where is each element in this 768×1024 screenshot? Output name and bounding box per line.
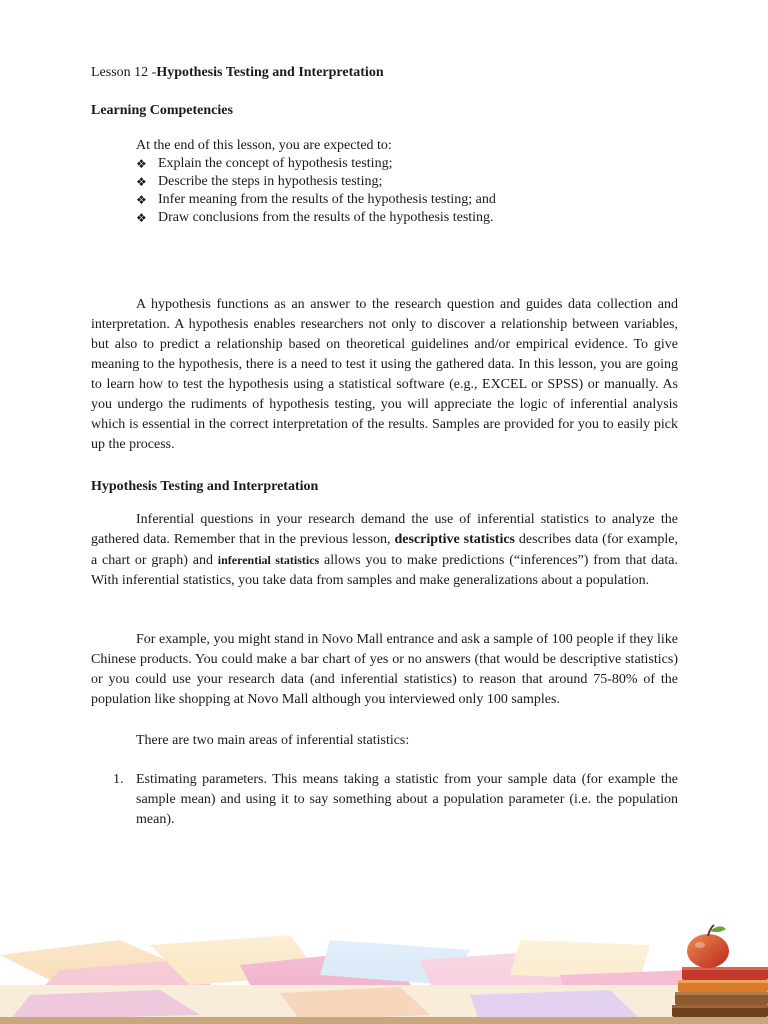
competencies-list: [136, 155, 496, 227]
list-item: [91, 770, 678, 830]
competencies-heading: Learning Competencies: [91, 103, 233, 118]
diamond-bullet-icon: ❖: [136, 175, 147, 189]
lesson-name: Hypothesis Testing and Interpretation: [156, 65, 384, 80]
paragraph-text: allows you to make predictions (“inferences”) from that data. With inferential statistics, you take data from samples and make generalizations about a population.: [91, 553, 678, 588]
list-item-text: Infer meaning from the results of the hypothesis testing; and: [158, 192, 496, 207]
list-item: [136, 209, 496, 227]
paragraph-text: Inferential questions in your research demand the use of inferential statistics to analyze the gathered data. Remember that in the previous lesson,: [91, 512, 678, 547]
list-item: [136, 155, 496, 173]
books-stack-icon: [672, 967, 768, 1017]
list-item-text: Describe the steps in hypothesis testing;: [158, 174, 383, 189]
paragraph-text: describes data (for example, a chart or graph) and: [91, 532, 678, 568]
numbered-list: [91, 770, 678, 830]
areas-intro-paragraph: There are two main areas of inferential statistics:: [136, 733, 410, 748]
diamond-bullet-icon: ❖: [136, 193, 147, 207]
diamond-bullet-icon: ❖: [136, 211, 147, 225]
decorative-footer-banner: [0, 915, 768, 1024]
list-number: 1.: [113, 772, 124, 787]
competencies-intro: At the end of this lesson, you are expected to:: [136, 138, 392, 153]
lesson-number: Lesson 12 -: [91, 65, 157, 80]
inferential-paragraph: [91, 510, 678, 591]
term-inferential-statistics: inferential statistics: [217, 553, 320, 567]
term-descriptive-statistics: descriptive statistics: [394, 532, 516, 547]
diamond-bullet-icon: ❖: [136, 157, 147, 171]
list-item: [136, 173, 496, 191]
section-heading: Hypothesis Testing and Interpretation: [91, 479, 319, 494]
list-item-text: Explain the concept of hypothesis testing;: [158, 156, 393, 171]
list-item-text: Estimating parameters. This means taking a statistic from your sample data (for example the sample mean) and using it to say something about a population parameter (i.e. the population mean).: [136, 772, 678, 827]
list-item: [136, 191, 496, 209]
intro-paragraph: A hypothesis functions as an answer to the research question and guides data collection and interpretation. A hypothesis enables researchers not only to discover a relationship between variables, but also to predict a relationship based on theoretical guidelines and/or empirical evidence. To give meaning to the hypothesis, there is a need to test it using the gathered data. In this lesson, you are going to learn how to test the hypothesis using a statistical software (e.g., EXCEL or SPSS) or manually. As you undergo the rudiments of hypothesis testing, you will appreciate the logic of inferential analysis which is essential in the correct interpretation of the results. Samples are provided for you to easily pick up the process.: [91, 297, 678, 452]
list-item-text: Draw conclusions from the results of the hypothesis testing.: [158, 210, 494, 225]
example-paragraph: For example, you might stand in Novo Mall entrance and ask a sample of 100 people if they like Chinese products. You could make a bar chart of yes or no answers (that would be descriptive statistics) or you could use your research data (and inferential statistics) to reason that around 75-80% of the population like shopping at Novo Mall although you interviewed only 100 samples.: [91, 632, 678, 707]
lesson-title: [91, 64, 384, 82]
